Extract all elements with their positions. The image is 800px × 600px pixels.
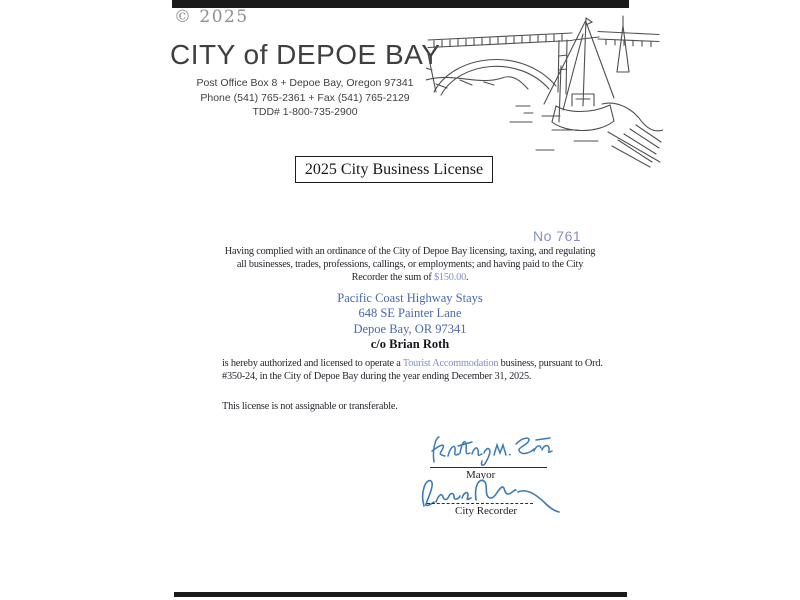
city-name: CITY of DEPOE BAY bbox=[170, 39, 441, 70]
bridge-illustration bbox=[426, 10, 663, 168]
letterhead-phone: Phone (541) 765-2361 + Fax (541) 765-2129 bbox=[200, 91, 410, 104]
licensee-business-name: Pacific Coast Highway Stays bbox=[337, 291, 483, 305]
copyright-mark: © 2025 bbox=[174, 7, 249, 27]
letterhead-address: Post Office Box 8 + Depoe Bay, Oregon 97341 bbox=[196, 77, 414, 89]
non-transferable-notice: This license is not assignable or transferable. bbox=[222, 401, 398, 412]
body2-line2: #350-24, in the City of Depoe Bay during the year ending December 31, 2025. bbox=[222, 371, 532, 383]
fee-amount: $150.00 bbox=[433, 271, 467, 283]
body1-line2: all businesses, trades, professions, callings, or employments; and having paid to the City bbox=[236, 258, 584, 270]
letterhead-tdd: TDD# 1-800-735-2900 bbox=[252, 106, 358, 119]
licensee-care-of: c/o Brian Roth bbox=[370, 336, 450, 351]
body2-line1-prefix: is hereby authorized and licensed to operate a bbox=[222, 358, 403, 369]
body1-line1: Having complied with an ordinance of the City of Depoe Bay licensing, taxing, and regulating bbox=[224, 246, 596, 257]
mayor-signature-icon bbox=[428, 432, 553, 468]
license-number: No 761 bbox=[533, 228, 582, 244]
body2-line1 bbox=[222, 357, 622, 370]
recorder-signature-line bbox=[427, 503, 533, 504]
bridge-drawing-icon bbox=[426, 10, 663, 168]
licensee-block bbox=[205, 291, 615, 352]
body2-line1-suffix: business, pursuant to Ord. bbox=[498, 358, 603, 369]
body1-line3-prefix: Recorder the sum of bbox=[351, 271, 434, 283]
mayor-signature-line bbox=[430, 467, 547, 468]
business-type: Tourist Accommodation bbox=[402, 358, 499, 369]
scan-edge-bar-bottom bbox=[174, 592, 627, 597]
license-body-paragraph-2 bbox=[222, 357, 622, 384]
body1-line3-suffix: . bbox=[466, 271, 469, 283]
license-body-paragraph-1 bbox=[205, 246, 615, 285]
licensee-city-state-zip: Depoe Bay, OR 97341 bbox=[353, 321, 467, 336]
license-title-box: 2025 City Business License bbox=[295, 156, 493, 183]
mayor-title-label: Mayor bbox=[466, 469, 496, 481]
mayor-signature bbox=[428, 432, 553, 468]
letterhead bbox=[170, 41, 440, 120]
licensee-street: 648 SE Painter Lane bbox=[358, 306, 462, 321]
body1-line3 bbox=[205, 272, 615, 285]
recorder-title-label: City Recorder bbox=[455, 505, 518, 517]
